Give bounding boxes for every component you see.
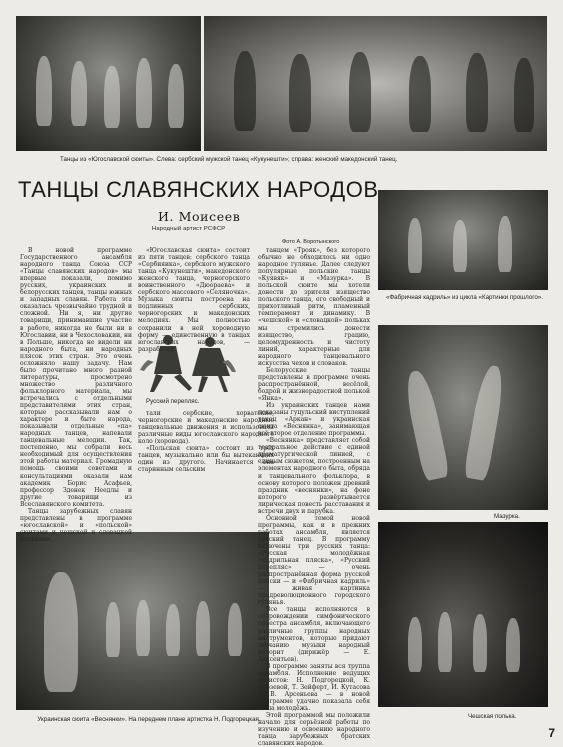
paragraph: танцем «Трояк», без которого обычно не обходилось ни одно народное гулянье. Далее следуют популярные польские танцы «Куявяк» и «Мазурка». В польской сюите мы хотели донести до зрителя изящество польского танца, его свободный и прихотливый ритм, пламенный темперамент и динамику. В «чешской» и «словацкой» польках мы стремились донести изящество, грацию, целомудренность и чистоту линий, характерные для народного танцевального искусства чехов и словаков. bbox=[258, 247, 370, 367]
dancer-figure bbox=[196, 601, 210, 656]
article-column-2a bbox=[138, 247, 250, 353]
paragraph: Все танцы исполняются в сопровождении симфонического оркестра ансамбля, включающего различные группы народных инструментов, которые придают звучанию музыки народный колорит (дирижёр — Е. Авксентьев). bbox=[258, 606, 370, 663]
dancer-figure bbox=[514, 58, 534, 132]
caption-russian-dance: Русский перепляс. bbox=[146, 398, 200, 405]
paragraph: Белорусские танцы представлены в программе очень распространённой, весёлой, бодрой и жизнерадостной полькой «Янка». bbox=[258, 366, 370, 402]
dancer-figure bbox=[453, 220, 467, 272]
dancer-figure bbox=[402, 368, 450, 481]
photo-fabric-quadrille bbox=[378, 190, 548, 290]
page-number: 7 bbox=[548, 726, 555, 740]
caption-top: Танцы из «Югославской сюиты». Слева: сербский мужской танец «Кукунешти»; справа: женский македонский танец. bbox=[60, 156, 398, 163]
caption-ukrainian-suite: Украинская сюита «Веснянки». На переднем плане артистка Н. Подгорецкая. bbox=[37, 716, 261, 723]
article-title: ТАНЦЫ СЛАВЯНСКИХ НАРОДОВ bbox=[18, 177, 379, 202]
paragraph: «Югославская сюита» состоит из пяти танцев: сербского танца «Сербияика», сербского мужского танца «Кукунешти», македонского женского танца, черногорского воинственного «Дюораева» и сербского массового «Селяночка». Музыка сюиты построена на подлинных сербских, черногорских и македонских мелодиях. Мы полностью сохранили в ней хороводную форму — единственную в танцах югославских народов, — разработав bbox=[138, 247, 250, 353]
photo-czech-polka bbox=[378, 522, 548, 707]
caption-czech-polka: Чешская полька. bbox=[468, 713, 517, 720]
photo-ukrainian-suite bbox=[16, 532, 269, 710]
photo-credit: Фото А. Воротынского bbox=[282, 239, 340, 245]
dancer-figure bbox=[349, 52, 371, 132]
dancer-figure bbox=[473, 614, 487, 672]
dancer-figure bbox=[463, 364, 507, 481]
dancer-figure bbox=[136, 600, 150, 656]
dancer-figure bbox=[168, 64, 184, 128]
paragraph: Танцы зарубежных славян представлены в программе «югославской» и «польской» сюитами и чешской и словацкой польками. bbox=[20, 507, 132, 543]
dancer-figure bbox=[408, 617, 422, 672]
caption-mazurka: Мазурка. bbox=[494, 513, 520, 520]
dancer-figure bbox=[438, 612, 452, 672]
caption-fabric-quadrille: «Фабричная кадриль» из цикла «Картинки прошлого». bbox=[386, 294, 543, 301]
photo-macedonian-dance bbox=[204, 16, 547, 151]
dancer-figure bbox=[166, 604, 180, 656]
dancer-figure bbox=[234, 51, 256, 131]
paragraph: В программе заняты вся труппа ансамбля. Исполнение ведущих солистов: Н. Подгорецкой, К. Кобзевой, Т. Зейферт, И. Кутасова и В. Арсеньева — в новой программе удачно показала себя наша молодёжь. bbox=[258, 662, 370, 713]
paragraph: «Польская сюита» состоит из трёх танцев, музыкально или бы вытекающих один из другого. Начинается она старинным сельским bbox=[138, 445, 274, 474]
dancer-figure bbox=[289, 54, 311, 132]
dancer-figure bbox=[498, 216, 512, 272]
dancer-figure bbox=[409, 56, 431, 132]
dancer-figure bbox=[466, 53, 488, 132]
paragraph: «Веснянка» представляет собой театральное действие с единой драматургической линией, с единым сюжетом, построенным на элементах народного быта, обряда и танцевального фольклора, в основу которого положен древний праздник «веснянки», на фоне которого развёртывается лирическая повесть расставания и встречи двух и парубка. bbox=[258, 437, 370, 515]
dancer-figure bbox=[106, 602, 120, 657]
dancer-figure bbox=[36, 56, 52, 126]
paragraph: Основной темой новой программы, как и в прежних работах ансамбля, является русский танец. В программу включены три русских танца: «Русская молодёжная «кадрильная пляска», «Русский перепляс» — очень распространённая форма русской пляски — и «Фабричная кадриль» — живая картинка предреволюционного городского гулянья. bbox=[258, 514, 370, 607]
dancer-figure bbox=[71, 61, 87, 126]
article-column-1 bbox=[20, 247, 132, 543]
paragraph: Из украинских танцев нами показаны гуцульский виступлений танец «Аркан» и украинская сюита «Веснянка», занимающая всё второе отделение программы. bbox=[258, 402, 370, 438]
dancer-figure bbox=[228, 603, 242, 656]
dancer-figure bbox=[104, 66, 120, 128]
photo-mazurka bbox=[378, 325, 548, 510]
dancer-figure bbox=[506, 618, 520, 672]
dancer-figure bbox=[408, 218, 422, 273]
photo-serbian-dance bbox=[16, 16, 201, 151]
article-author: И. Моисеев bbox=[158, 209, 241, 224]
author-title: Народный артист РСФСР bbox=[152, 226, 226, 232]
paragraph: Этой программой мы положили начало для серьёзной работы по изучению и освоению народного танца зарубежных братских славянских народов. bbox=[258, 712, 370, 747]
paragraph: В новой программе Государственного ансамбля народного танца Союза ССР «Танцы славянских народов» мы впервые показали, помимо русских, украинских и белорусских танцев, танцы южных и западных славян. Работа эта оказалась чрезвычайно трудной и сложной. Ни я, ни другие товарищи, принимавшие участие в работе, никогда не были ни в Югославии, ни в Чехословакии, ни в Польше, никогда не видели ни народного быта, ни народных плясок этих стран. Это очень осложняло нашу задачу. Нам было прочитано много разной литературы, просмотрено множество различного фольклорного материала, мы встречались с отдельными представителями этих стран, которые рассказывали нам о характере и быте народа, показывали отдельные «па» народных танцев, напевали танцевальные мелодии. Так, постепенно, мы собрали весь необходимый для осуществления этой работы материал. Громадную помощь своими советами и консультациями оказали нам академик Борис Асафьев, профессор Зденек Неедлы и другие товарищи из Всеславянского комитета. bbox=[20, 247, 132, 508]
dancer-figure bbox=[136, 58, 152, 128]
dancer-figure bbox=[44, 572, 78, 692]
article-column-2b bbox=[138, 410, 274, 528]
article-column-3 bbox=[258, 247, 370, 747]
paragraph: тали сербские, хорватские, черногорские и македонские народные танцевальные движения и использовали различные виды югославского народного коло (хоровода). bbox=[138, 410, 274, 446]
